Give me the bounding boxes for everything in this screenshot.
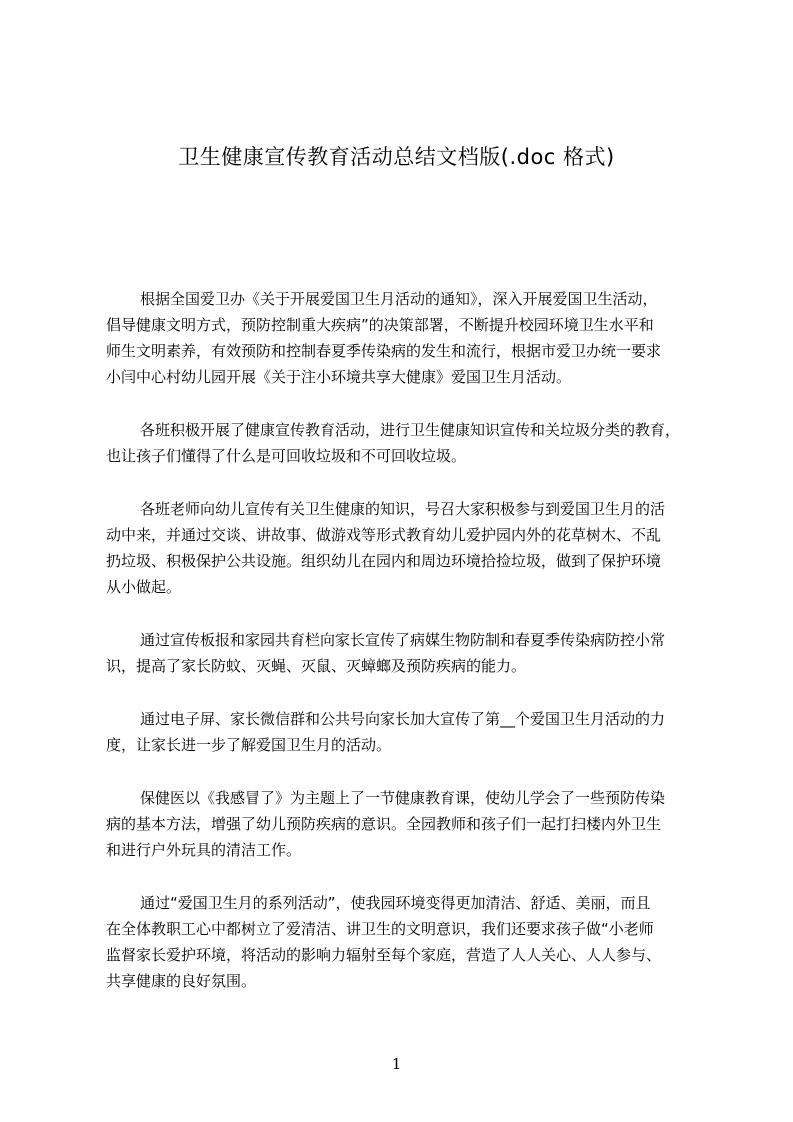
paragraph-line: 通过宣传板报和家园共育栏向家长宣传了病媒生物防制和春夏季传染病防控小常 [140,631,666,649]
paragraph-4 [106,627,706,679]
paragraph-line: 通过电子屏、家长微信群和公共号向家长加大宣传了第__个爱国卫生月活动的力 [140,710,666,728]
paragraph-3 [106,496,706,600]
paragraph-line: 也让孩子们懂得了什么是可回收垃圾和不可回收垃圾。 [106,447,467,465]
paragraph-line: 保健医以《我感冒了》为主题上了一节健康教育课，使幼儿学会了一些预防传染 [140,789,666,807]
paragraph-line: 各班积极开展了健康宣传教育活动，进行卫生健康知识宣传和关垃圾分类的教育， [140,421,681,439]
paragraph-1 [106,286,706,390]
paragraph-line: 动中来，并通过交谈、讲故事、做游戏等形式教育幼儿爱护园内外的花草树木、不乱 [106,526,662,544]
paragraph-line: 根据全国爱卫办《关于开展爱国卫生月活动的通知》，深入开展爱国卫生活动， [140,290,658,308]
paragraph-line: 识，提高了家长防蚊、灭蝇、灭鼠、灭蟑螂及预防疾病的能力。 [106,657,527,675]
paragraph-line: 通过“爱国卫生月的系列活动”，使我园环境变得更加清洁、舒适、美丽，而且 [140,894,651,912]
paragraph-line: 从小做起。 [106,578,182,596]
paragraph-line: 和进行户外玩具的清洁工作。 [106,841,302,859]
paragraph-line: 度，让家长进一步了解爱国卫生月的活动。 [106,736,392,754]
paragraph-line: 扔垃圾、积极保护公共设施。组织幼儿在园内和周边环境拾捡垃圾，做到了保护环境 [106,552,662,570]
paragraph-line: 在全体教职工心中都树立了爱清洁、讲卫生的文明意识，我们还要求孩子做“小老师 [106,920,654,938]
paragraph-6 [106,785,706,863]
paragraph-line: 各班老师向幼儿宣传有关卫生健康的知识，号召大家积极参与到爱国卫生月的活 [140,500,666,518]
document-title: 卫生健康宣传教育活动总结文档版(.doc 格式) [178,145,615,169]
page-number: 1 [391,1055,402,1073]
paragraph-5 [106,706,706,758]
paragraph-line: 病的基本方法，增强了幼儿预防疾病的意识。全园教师和孩子们一起打扫楼内外卫生 [106,815,662,833]
paragraph-2 [106,417,706,469]
paragraph-line: 监督家长爱护环境，将活动的影响力辐射至每个家庭，营造了人人关心、人人参与、 [106,946,662,964]
paragraph-7 [106,890,706,994]
paragraph-line: 共享健康的良好氛围。 [106,972,257,990]
paragraph-line: 倡导健康文明方式，预防控制重大疾病”的决策部署，不断提升校园环境卫生水平和 [106,316,654,334]
paragraph-line: 师生文明素养，有效预防和控制春夏季传染病的发生和流行，根据市爱卫办统一要求 [106,342,662,360]
document-body [106,286,706,1021]
paragraph-line: 小闫中心村幼儿园开展《关于注小环境共享大健康》爱国卫生月活动。 [106,368,572,386]
